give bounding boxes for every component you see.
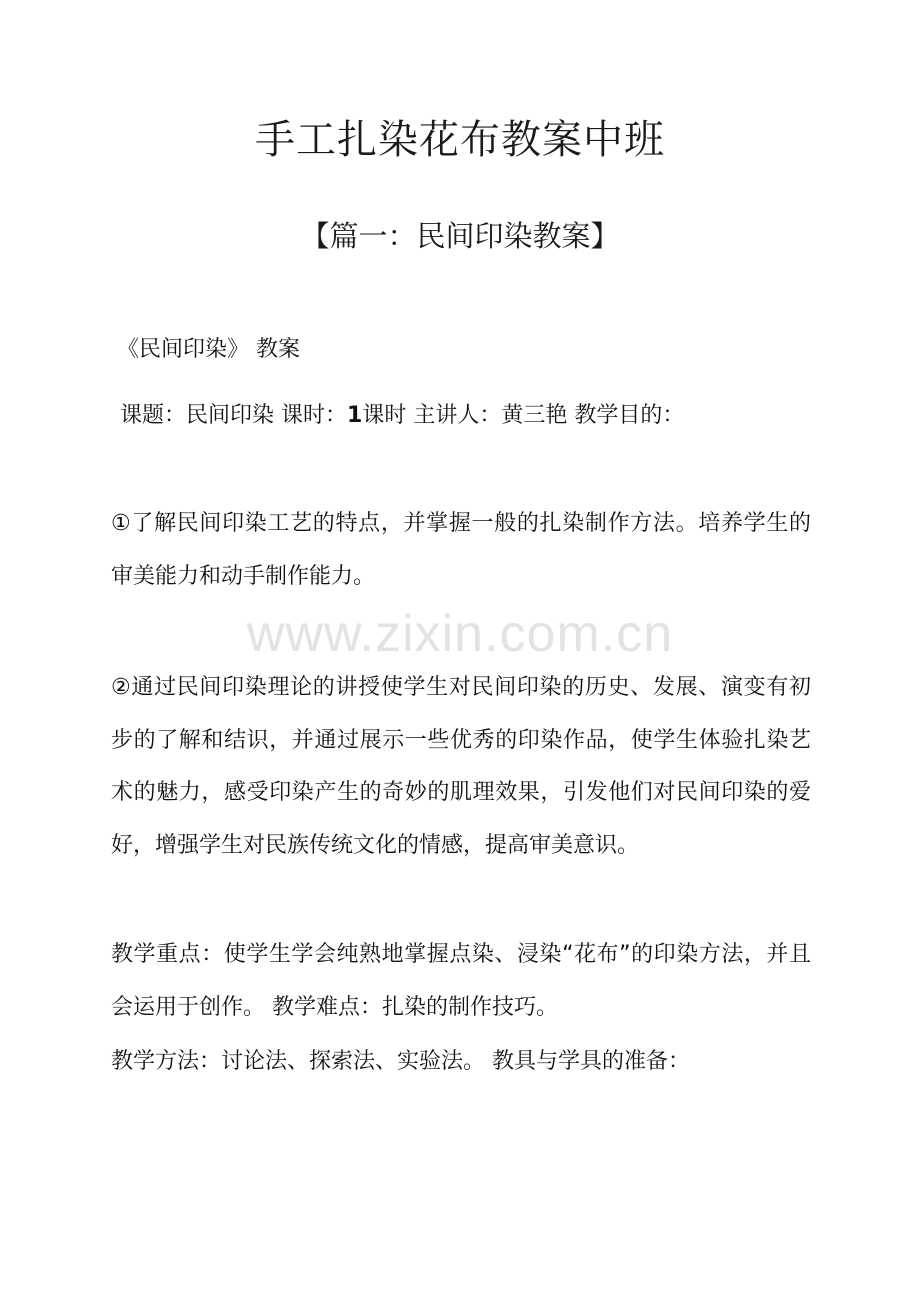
lesson-hours-label: 课时： — [281, 403, 348, 428]
document-title: 手工扎染花布教案中班 — [255, 117, 665, 163]
lesson-lecturer: 主讲人：黄三艳 — [413, 403, 568, 428]
lesson-heading: 《民间印染》 教案 — [117, 337, 300, 362]
section-subtitle: 【篇一：民间印染教案】 — [300, 219, 620, 253]
watermark: www.zixin.com.cn — [246, 605, 674, 663]
lesson-hours-unit: 课时 — [362, 403, 407, 428]
lesson-info-line — [120, 398, 684, 429]
teaching-goals-label: 教学目的： — [574, 403, 685, 428]
teaching-key-points: 教学重点：使学生学会纯熟地掌握点染、浸染“花布”的印染方法，并且会运用于创作。 教学难点：扎染的制作技巧。 — [111, 942, 811, 1020]
lesson-hours — [281, 403, 406, 428]
teaching-goal-2: ②通过民间印染理论的讲授使学生对民间印染的历史、发展、演变有初步的了解和结识，并通过展示一些优秀的印染作品，使学生体验扎染艺术的魅力，感受印染产生的奇妙的肌理效果，引发他们对民间印染的爱好，增强学生对民族传统文化的情感，提高审美意识。 — [111, 675, 811, 858]
teaching-goal-1: ①了解民间印染工艺的特点，并掌握一般的扎染制作方法。培养学生的审美能力和动手制作能力。 — [111, 511, 811, 589]
lesson-hours-number: 1 — [347, 403, 363, 428]
teaching-methods: 教学方法：讨论法、探索法、实验法。 教具与学具的准备： — [111, 1049, 690, 1074]
lesson-topic: 课题：民间印染 — [120, 403, 275, 428]
